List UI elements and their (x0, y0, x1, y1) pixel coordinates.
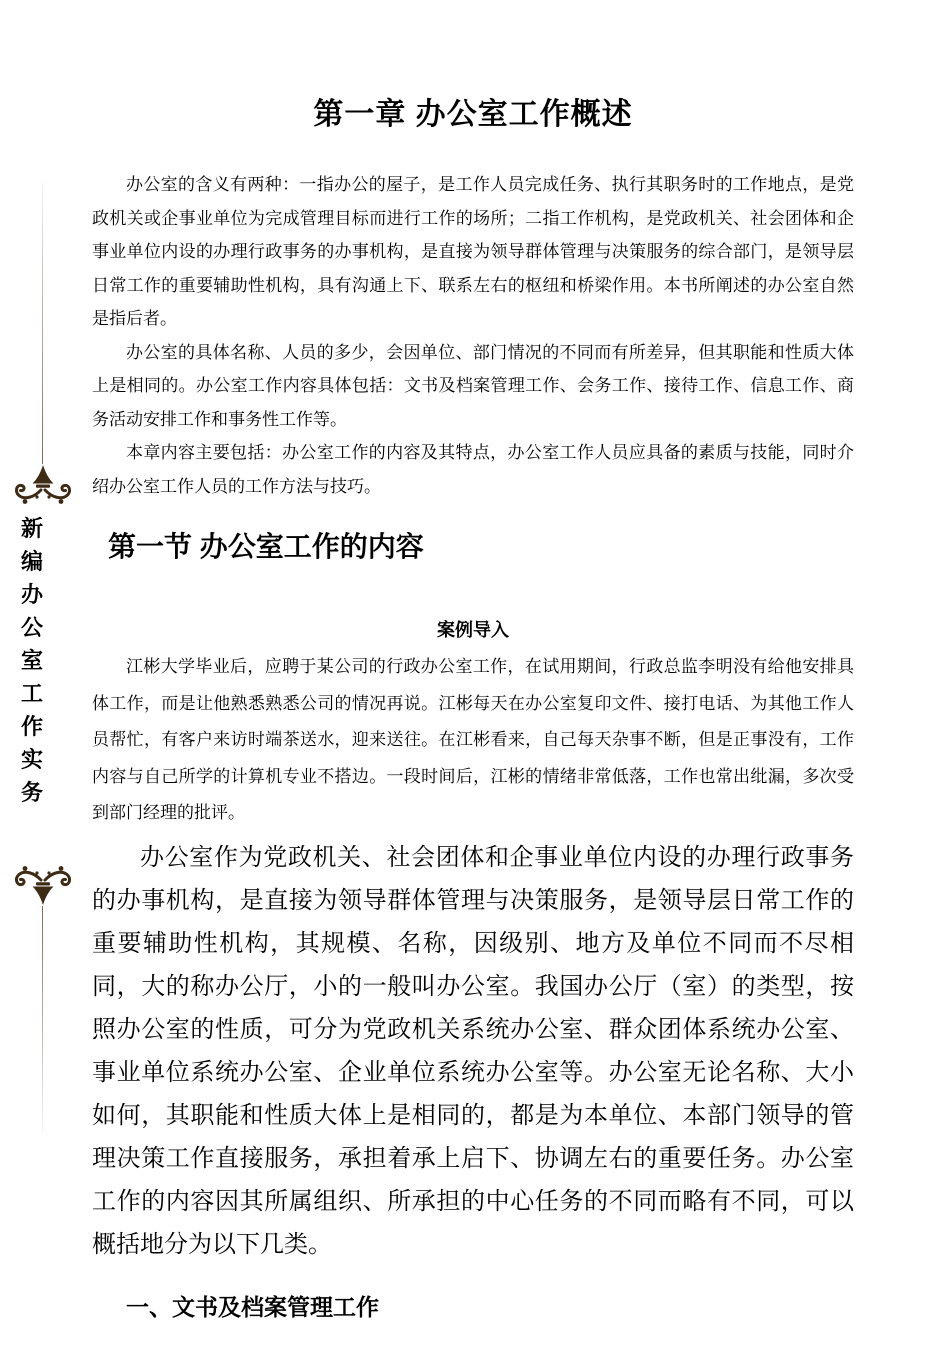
book-title-char: 室 (20, 648, 43, 673)
book-title-char: 工 (20, 681, 43, 706)
fleuron-down-icon (11, 848, 75, 906)
intro-paragraph-2: 办公室的具体名称、人员的多少，会因单位、部门情况的不同而有所差异，但其职能和性质大体上是相同的。办公室工作内容具体包括：文书及档案管理工作、会务工作、接待工作、信息工作、商务活动安排工作和事务性工作等。 (92, 342, 854, 429)
case-paragraph: 江彬大学毕业后，应聘于某公司的行政办公室工作，在试用期间，行政总监李明没有给他安排具体工作，而是让他熟悉熟悉公司的情况再说。江彬每天在办公室复印文件、接打电话、为其他工作人员帮忙，有客户来访时端茶送水，迎来送往。在江彬看来，自己每天杂事不断，但是正事没有，工作内容与自己所学的计算机专业不搭边。一段时间后，江彬的情绪非常低落，工作也常出纰漏，多次受到部门经理的批评。 (92, 657, 854, 823)
book-title-char: 办 (20, 582, 43, 607)
left-margin-decoration (0, 0, 88, 1358)
intro-paragraph-3: 本章内容主要包括：办公室工作的内容及其特点，办公室工作人员应具备的素质与技能，同时介绍办公室工作人员的工作方法与技巧。 (92, 443, 854, 496)
page-content (92, 0, 854, 1322)
intro-paragraph-1: 办公室的含义有两种：一指办公的屋子，是工作人员完成任务、执行其职务时的工作地点，是党政机关或企事业单位为完成管理目标而进行工作的场所；二指工作机构，是党政机关、社会团体和企事业单位内设的办理行政事务的办事机构，是直接为领导群体管理与决策服务的综合部门，是领导层日常工作的重要辅助性机构，具有沟通上下、联系左右的枢纽和桥梁作用。本书所阐述的办公室自然是指后者。 (92, 175, 854, 328)
vertical-rule-bottom (42, 906, 43, 1133)
vertical-rule-top (42, 183, 43, 464)
book-title-char: 新 (20, 516, 43, 541)
book-title-char: 务 (20, 780, 43, 805)
book-title-char: 编 (20, 549, 43, 574)
section-title: 第一节 办公室工作的内容 (108, 531, 424, 562)
chapter-title: 第一章 办公室工作概述 (313, 98, 633, 131)
book-spine-title (0, 518, 64, 804)
subsection-title: 一、文书及档案管理工作 (126, 1293, 379, 1320)
fleuron-up-icon (11, 464, 75, 522)
case-heading: 案例导入 (437, 620, 509, 640)
book-title-char: 实 (20, 747, 43, 772)
body-paragraph: 办公室作为党政机关、社会团体和企事业单位内设的办理行政事务的办事机构，是直接为领导群体管理与决策服务，是领导层日常工作的重要辅助性机构，其规模、名称，因级别、地方及单位不同而不尽相同，大的称办公厅，小的一般叫办公室。我国办公厅（室）的类型，按照办公室的性质，可分为党政机关系统办公室、群众团体系统办公室、事业单位系统办公室、企业单位系统办公室等。办公室无论名称、大小如何，其职能和性质大体上是相同的，都是为本单位、本部门领导的管理决策工作直接服务，承担着承上启下、协调左右的重要任务。办公室工作的内容因其所属组织、所承担的中心任务的不同而略有不同，可以概括地分为以下几类。 (92, 843, 854, 1258)
book-title-char: 作 (20, 714, 43, 739)
book-title-char: 公 (20, 615, 43, 640)
